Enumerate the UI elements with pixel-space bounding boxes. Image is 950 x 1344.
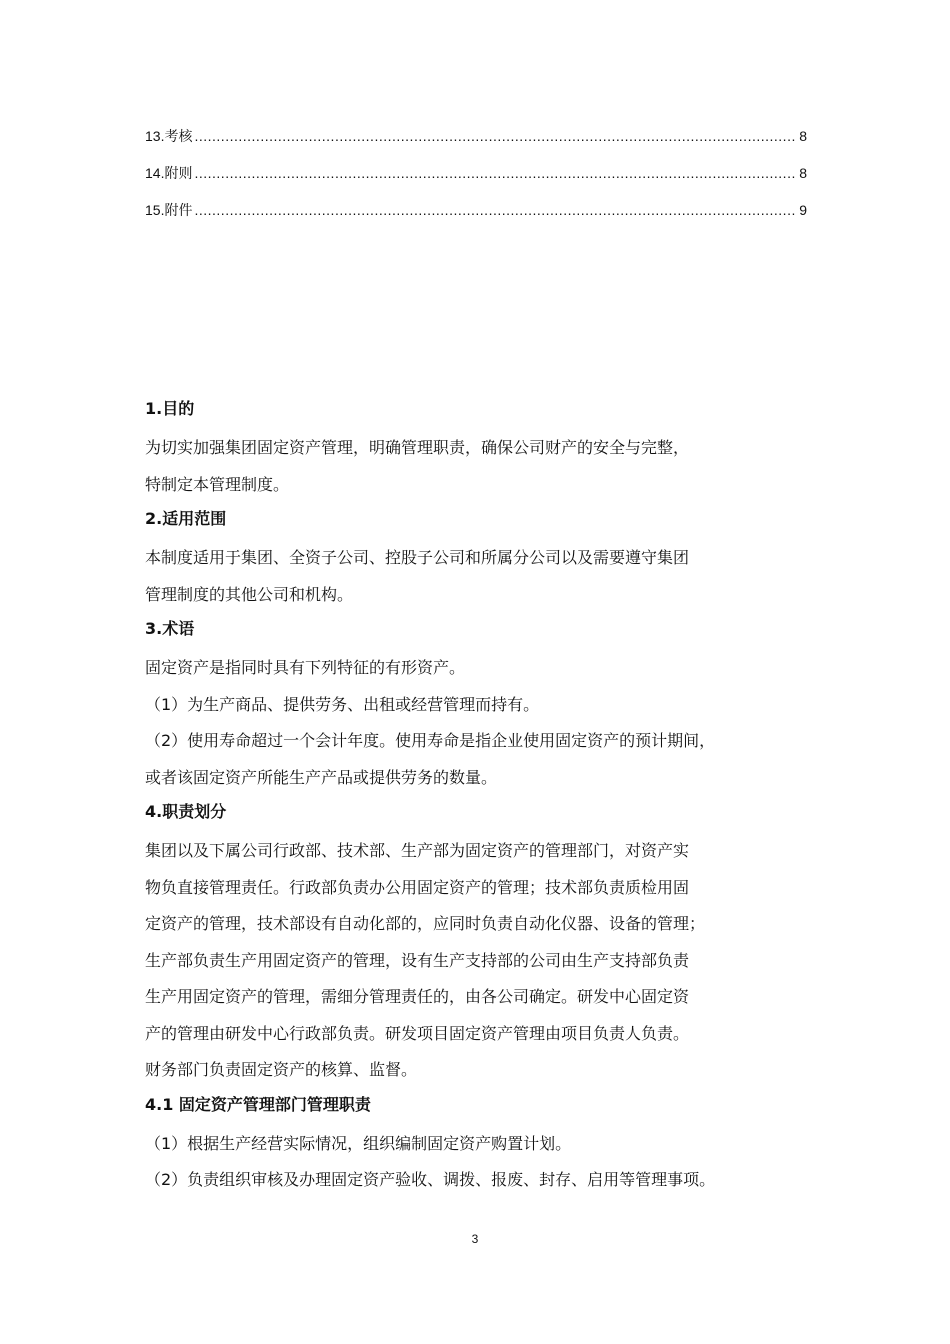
page-number: 3 xyxy=(471,1232,479,1246)
section-heading: 3.术语 xyxy=(145,619,195,638)
toc-entry[interactable] xyxy=(145,200,807,237)
paragraph-line: （1）为生产商品、提供劳务、出租或经营管理而持有。 xyxy=(145,694,540,714)
paragraph-line: （1）根据生产经营实际情况，组织编制固定资产购置计划。 xyxy=(145,1133,572,1153)
toc-entry[interactable] xyxy=(145,163,807,200)
paragraph-line: 定资产的管理，技术部设有自动化部的，应同时负责自动化仪器、设备的管理； xyxy=(145,914,706,933)
section-heading: 4.职责划分 xyxy=(145,802,227,821)
table-of-contents xyxy=(145,126,807,237)
paragraph-line: 物负直接管理责任。行政部负责办公用固定资产的管理；技术部负责质检用固 xyxy=(145,877,690,897)
paragraph-line: 特制定本管理制度。 xyxy=(145,474,290,494)
document-body xyxy=(145,393,825,1199)
paragraph-line: 生产部负责生产用固定资产的管理，设有生产支持部的公司由生产支持部负责 xyxy=(145,950,690,970)
paragraph-line: 固定资产是指同时具有下列特征的有形资产。 xyxy=(145,658,466,677)
paragraph-line: 产的管理由研发中心行政部负责。研发项目固定资产管理由项目负责人负责。 xyxy=(145,1023,690,1043)
toc-entry-label: 15.附件 xyxy=(145,202,193,218)
paragraph-line: （2）负责组织审核及办理固定资产验收、调拨、报废、封存、启用等管理事项。 xyxy=(145,1170,716,1189)
section-heading: 2.适用范围 xyxy=(145,509,227,528)
paragraph-line: 为切实加强集团固定资产管理，明确管理职责，确保公司财产的安全与完整， xyxy=(145,438,690,457)
section-heading: 1.目的 xyxy=(145,399,195,418)
toc-entry-page: 8 xyxy=(799,128,807,144)
paragraph-line: 本制度适用于集团、全资子公司、控股子公司和所属分公司以及需要遵守集团 xyxy=(145,548,690,567)
toc-entry-label: 14.附则 xyxy=(145,165,193,181)
toc-leader-dots xyxy=(194,128,797,144)
toc-leader-dots xyxy=(194,165,797,181)
paragraph-line: 或者该固定资产所能生产产品或提供劳务的数量。 xyxy=(145,767,498,787)
paragraph-line: 集团以及下属公司行政部、技术部、生产部为固定资产的管理部门，对资产实 xyxy=(145,841,690,860)
toc-entry-page: 8 xyxy=(799,165,807,181)
paragraph-line: 管理制度的其他公司和机构。 xyxy=(145,584,354,604)
toc-entry-page: 9 xyxy=(799,202,807,218)
toc-leader-dots xyxy=(194,202,797,218)
section-heading: 4.1 固定资产管理部门管理职责 xyxy=(145,1094,371,1114)
paragraph-line: 财务部门负责固定资产的核算、监督。 xyxy=(145,1060,418,1079)
toc-entry[interactable] xyxy=(145,126,807,163)
toc-entry-label: 13.考核 xyxy=(145,128,193,144)
paragraph-line: 生产用固定资产的管理，需细分管理责任的，由各公司确定。研发中心固定资 xyxy=(145,987,690,1006)
paragraph-line: （2）使用寿命超过一个会计年度。使用寿命是指企业使用固定资产的预计期间， xyxy=(145,731,716,750)
